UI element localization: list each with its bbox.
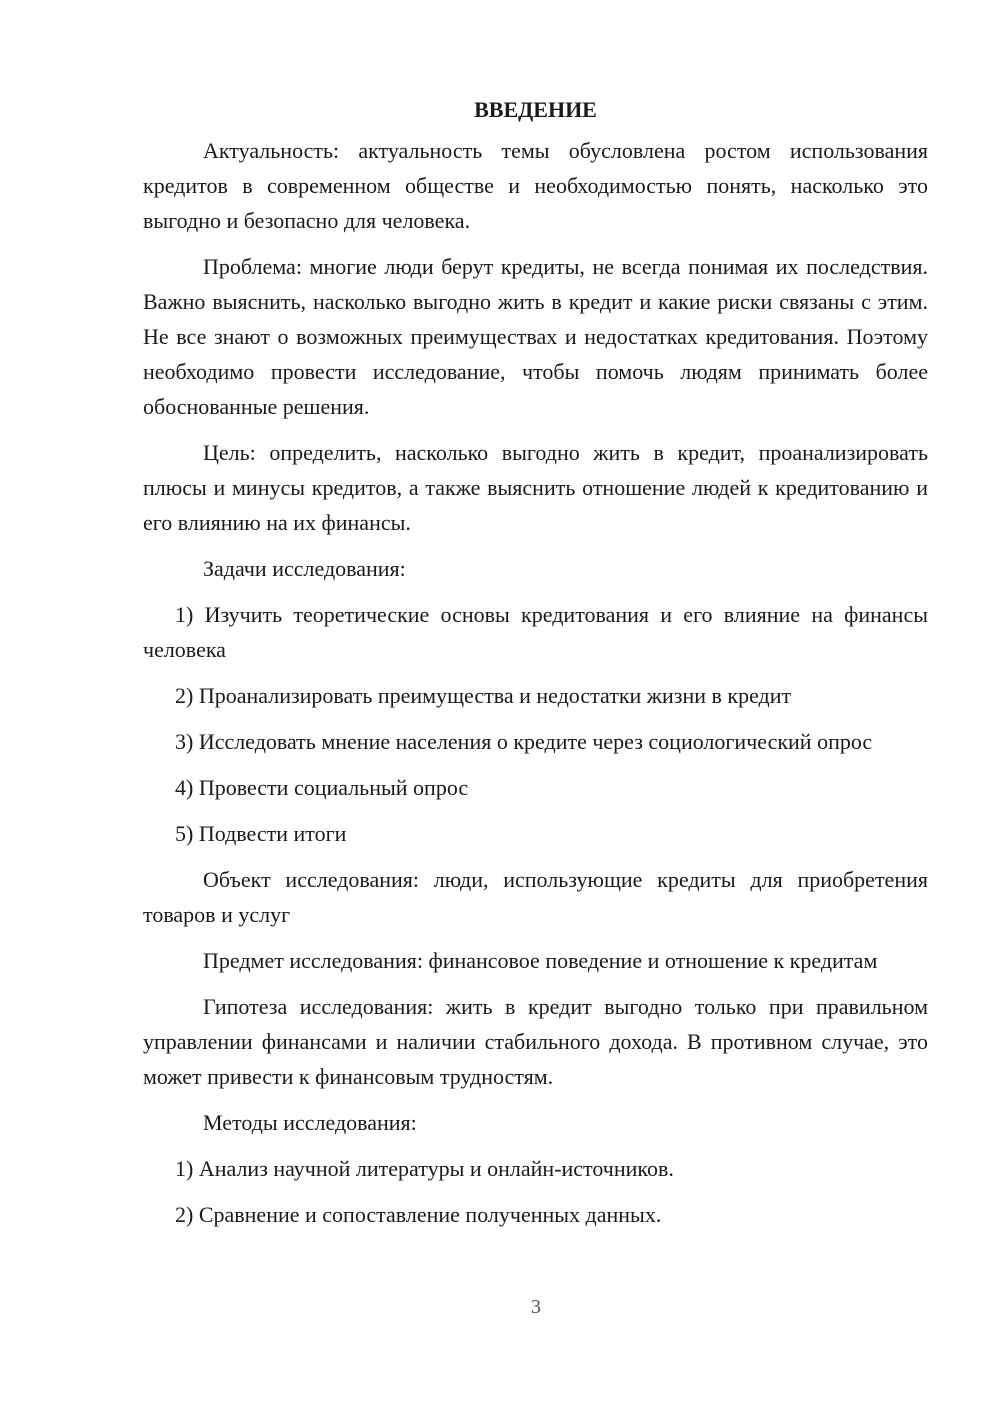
relevance-paragraph: Актуальность: актуальность темы обусловлена ростом использования кредитов в современном обществе и необходимостью понять, насколько это выгодно и безопасно для человека. — [143, 138, 928, 233]
subject-paragraph: Предмет исследования: финансовое поведение и отношение к кредитам — [203, 948, 878, 973]
task-item: 2) Проанализировать преимущества и недостатки жизни в кредит — [175, 683, 792, 708]
task-item: 4) Провести социальный опрос — [175, 775, 469, 800]
goal-paragraph: Цель: определить, насколько выгодно жить в кредит, проанализировать плюсы и минусы кредитов, а также выяснить отношение людей к кредитованию и его влиянию на их финансы. — [143, 440, 928, 535]
tasks-heading: Задачи исследования: — [203, 556, 406, 581]
hypothesis-paragraph: Гипотеза исследования: жить в кредит выгодно только при правильном управлении финансами и наличии стабильного дохода. В противном случае, это может привести к финансовым трудностям. — [143, 994, 928, 1089]
methods-heading: Методы исследования: — [203, 1110, 417, 1135]
method-item: 1) Анализ научной литературы и онлайн-источников. — [175, 1156, 674, 1181]
document-page — [143, 92, 928, 1243]
problem-paragraph: Проблема: многие люди берут кредиты, не всегда понимая их последствия. Важно выяснить, насколько выгодно жить в кредит и какие риски связаны с этим. Не все знают о возможных преимуществах и недостатках кредитования. Поэтому необходимо провести исследование, чтобы помочь людям принимать более обоснованные решения. — [143, 254, 928, 419]
task-item: 1) Изучить теоретические основы кредитования и его влияние на финансы человека — [143, 602, 928, 662]
object-paragraph: Объект исследования: люди, использующие кредиты для приобретения товаров и услуг — [143, 867, 928, 927]
task-item: 3) Исследовать мнение населения о кредите через социологический опрос — [175, 729, 873, 754]
task-item: 5) Подвести итоги — [175, 821, 347, 846]
page-number: 3 — [531, 1296, 541, 1318]
method-item: 2) Сравнение и сопоставление полученных данных. — [175, 1202, 662, 1227]
section-title: ВВЕДЕНИЕ — [474, 97, 597, 122]
